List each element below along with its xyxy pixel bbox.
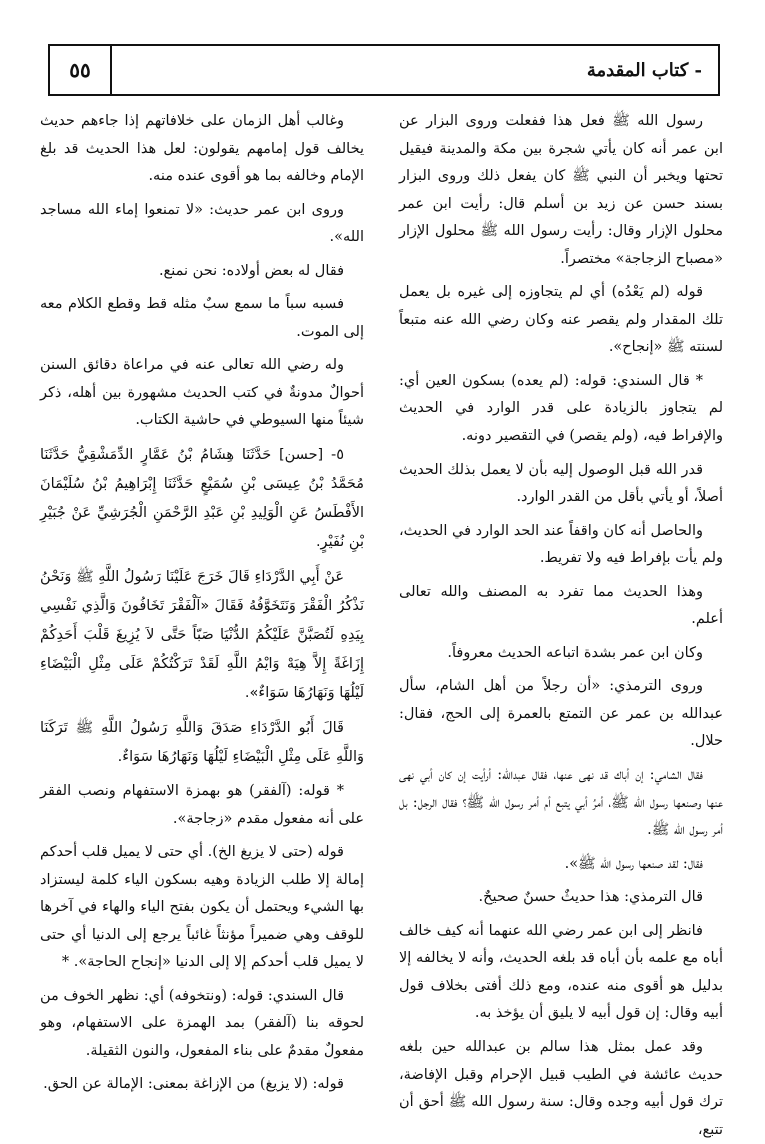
hadith-text: عَنْ أَبِي الدَّرْدَاءِ قَالَ خَرَجَ عَلَيْنَا رَسُولُ اللَّهِ ﷺ وَنَحْنُ نَذْكُرُ الْفَقْرَ وَنَتَخَوَّفُهُ فَقَالَ «آلْفَقْرَ تَخَافُونَ وَالَّذِي نَفْسِي بِيَدِهِ لَتُصَبَّنَّ عَلَيْكُمُ الدُّنْيَا صَبّاً حَتَّى لاَ يُزِيغَ قَلْبَ أَحَدِكُمْ إِزَاغَةً إِلاَّ هِيَهْ وَايْمُ اللَّهِ لَقَدْ تَرَكْتُكُمْ عَلَى مِثْلِ الْبَيْضَاءِ لَيْلُهَا وَنَهَارُهَا سَوَاءٌ». (40, 569, 364, 702)
hadith-chain: ٥- [حسن] حَدَّثَنَا هِشَامُ بْنُ عَمَّارٍ الدِّمَشْقِيُّ حَدَّثَنَا مُحَمَّدُ بْنُ عِيسَى بْنِ سُمَيْعٍ حَدَّثَنَا إِبْرَاهِيمُ بْنُ سُلَيْمَانَ الأَفْطَسُ عَنِ الْوَلِيدِ بْنِ عَبْدِ الرَّحْمَنِ الْجُرَشِيِّ عَنْ جُبَيْرِ بْنِ نُفَيْرٍ. (40, 447, 364, 551)
paragraph: وغالب أهل الزمان على خلافاتهم إذا جاءهم حديث يخالف قول إمامهم يقولون: لعل هذا الحديث قد بلغ الإمام وخالفه بما هو أقوى عنده منه. (40, 113, 364, 185)
paragraph: وكان ابن عمر بشدة اتباعه الحديث معروفاً. (447, 644, 703, 661)
paragraph: فقال له بعض أولاده: نحن نمنع. (158, 262, 344, 279)
paragraph: قال الترمذي: هذا حديثٌ حسنٌ صحيحٌ. (478, 889, 703, 906)
paragraph: وقد عمل بمثل هذا سالم بن عبدالله حين بلغه حديث عائشة في الطيب قبيل الإحرام وقبل الإفاضة، ترك قول أبيه وجده وقال: سنة رسول الله ﷺ أحق أن تتبع، (399, 1038, 723, 1138)
book-section-title: - كتاب المقدمة (586, 59, 702, 81)
paragraph: وروى ابن عمر حديث: «لا تمنعوا إماء الله مساجد الله». (40, 201, 364, 246)
paragraph: قوله (لم يَعْدُه) أي لم يتجاوزه إلى غيره بل يعمل تلك المقدار ولم يقصر عنه وكان رضي الله عنه متبعاً لسنته ﷺ «إنجاح». (399, 284, 723, 356)
paragraph: قدر الله قبل الوصول إليه بأن لا يعمل بذلك الحديث أصلاً، أو يأتي بأقل من القدر الوارد. (399, 461, 723, 506)
paragraph: وهذا الحديث مما تفرد به المصنف والله تعالى أعلم. (399, 583, 723, 628)
paragraph: فقال: لقد صنعها رسول الله ﷺ». (564, 855, 703, 872)
paragraph: قال السندي: قوله: (ونتخوفه) أي: نظهر الخوف من لحوقه بنا (آلفقر) بمد الهمزة على الاستفهام، وهو مفعولٌ مقدمٌ على بناء المفعول، والنون الثقيلة. (40, 987, 364, 1059)
paragraph: وروى الترمذي: «أن رجلاً من أهل الشام، سأل عبدالله بن عمر عن التمتع بالعمرة إلى الحج، فقال: حلال. (399, 678, 723, 750)
page-number: ٥٥ (50, 46, 112, 94)
paragraph: والحاصل أنه كان واقفاً عند الحد الوارد في الحديث، ولم يأت بإفراط فيه ولا تفريط. (399, 522, 723, 567)
paragraph: فقال الشامي: إن أباك قد نهى عنها، فقال عبدالله: أرأيت إن كان أبي نهى عنها وصنعها رسول الله ﷺ، أمرُ أبي يتبع أم أمر رسول الله ﷺ؟ فقال الرجل: بل أمر رسول الله ﷺ. (399, 767, 723, 839)
paragraph: فسبه سباً ما سمع سبٌ مثله قط وقطع الكلام معه إلى الموت. (40, 296, 364, 340)
hadith-text: قَالَ أَبُو الدَّرْدَاءِ صَدَقَ وَاللَّهِ رَسُولُ اللَّهِ ﷺ تَرَكَنَا وَاللَّهِ عَلَى مِثْلِ الْبَيْضَاءِ لَيْلُهَا وَنَهَارُهَا سَوَاءٌ. (40, 720, 364, 766)
paragraph: قوله: (لا يزيغ) من الإزاغة بمعنى: الإمالة عن الحق. (43, 1076, 344, 1093)
page-header (48, 44, 720, 96)
left-text-column (40, 108, 364, 1093)
paragraph: قوله (حتى لا يزيغ الخ). أي حتى لا يميل قلب أحدكم إمالة إلا طلب الزيادة وهيه بسكون الياء كلمة ليستزاد بها الشيء ويحتمل أن يكون بفتح الياء والهاء في آخرها للوقف وهي ضميراً مؤنثاً غائباً يرجع إلى الدنيا أي حتى لا يميل قلب أحدكم إلا إلى الدنيا «إنجاح الحاجة». * (40, 844, 364, 971)
footnote-paragraph: * قوله: (آلفقر) هو بهمزة الاستفهام ونصب الفقر على أنه مفعول مقدم «زجاجة». (40, 783, 364, 827)
paragraph: وله رضي الله تعالى عنه في مراعاة دقائق السنن أحوالٌ مدونةٌ في كتب الحديث مشهورة بين أهله، ذكر شيئاً منها السيوطي في حاشية الكتاب. (40, 357, 364, 429)
right-text-column (399, 108, 723, 1138)
paragraph: رسول الله ﷺ فعل هذا ففعلت وروى البزار عن ابن عمر أنه كان يأتي شجرة بين مكة والمدينة فيقيل تحتها ويخبر أن النبي ﷺ كان يفعل ذلك وروى البزار بسند حسن عن زيد بن أسلم قال: رأيت ابن عمر محلول الإزار وقال: رأيت رسول الله ﷺ محلول الإزار «مصباح الزجاجة» مختصراً. (399, 113, 723, 267)
footnote-paragraph: * قال السندي: قوله: (لم يعده) بسكون العين أي: لم يتجاوز بالزيادة على قدر الوارد في الحديث والإفراط فيه، (ولم يقصر) في التقصير دونه. (399, 372, 723, 445)
paragraph: فانظر إلى ابن عمر رضي الله عنهما أنه كيف خالف أباه مع علمه بأن أباه قد بلغه الحديث، وأنه لا يخالفه إلا بدليل هو أقوى منه عنده، ومع ذلك أفتى بخلاف قول أبيه وقال: إن قول أبيه لا يليق أن يؤخذ به. (399, 922, 723, 1022)
